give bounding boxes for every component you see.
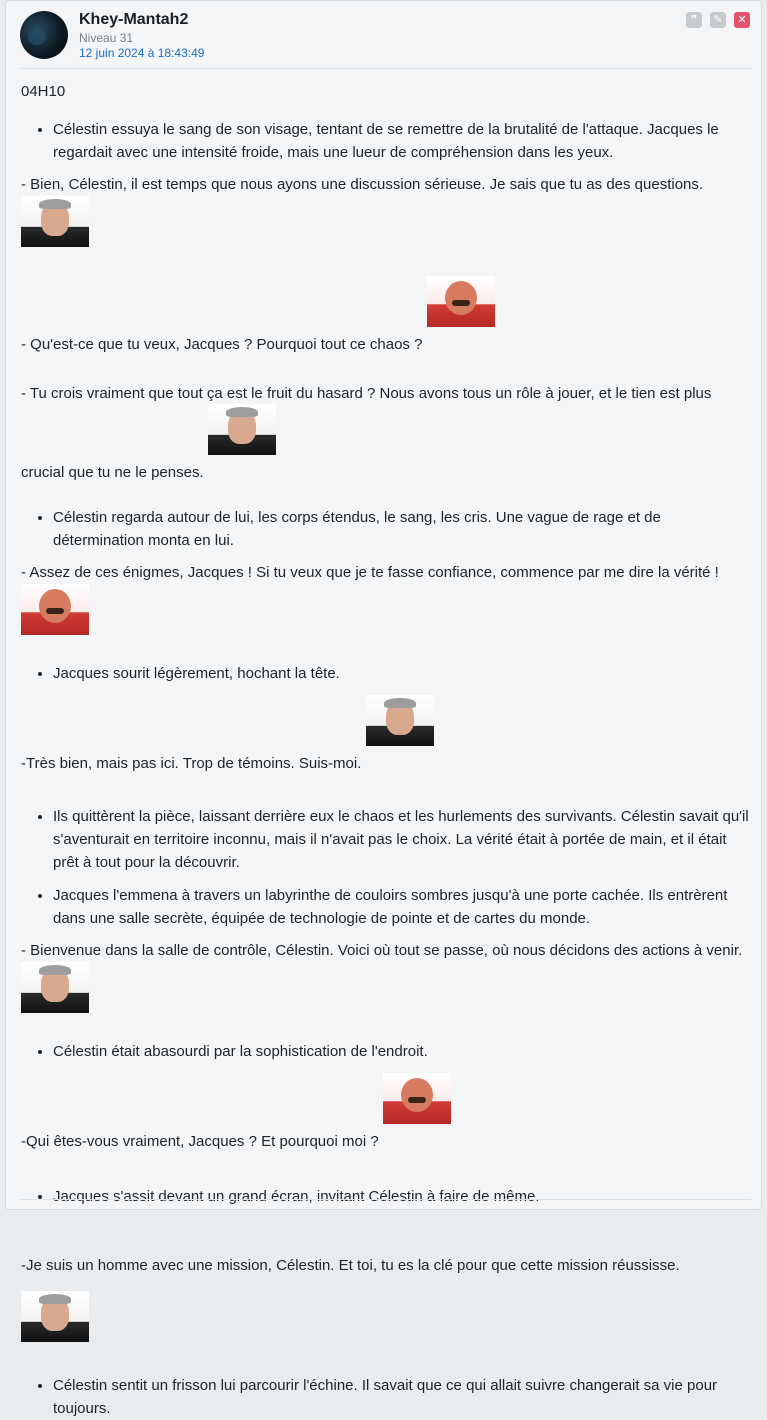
- dialogue-line: -Très bien, mais pas ici. Trop de témoins. Suis-moi.: [21, 695, 751, 789]
- narration-list: [21, 506, 751, 552]
- narration-list: [21, 1374, 751, 1420]
- narration-item: • Célestin essuya le sang de son visage, tentant de se remettre de la brutalité de l'attaque. Jacques le regardait avec une intensité froide, mais une lueur de compréhension dans les yeux.: [53, 118, 751, 164]
- narration-item: • Célestin regarda autour de lui, les corps étendus, le sang, les cris. Une vague de rage et de détermination monta en lui.: [53, 506, 751, 552]
- avatar[interactable]: [20, 11, 68, 59]
- narration-item: • Célestin sentit un frisson lui parcourir l'échine. Il savait que ce qui allait suivre changerait sa vie pour toujours.: [53, 1374, 751, 1420]
- dialogue-line: - Qu'est-ce que tu veux, Jacques ? Pourquoi tout ce chaos ?: [21, 276, 751, 370]
- dialogue-line: -Je suis un homme avec une mission, Célestin. Et toi, tu es la clé pour que cette mission réussisse.: [21, 1218, 751, 1363]
- chirac-sticker: [21, 962, 89, 1013]
- chirac-sticker: [21, 1291, 89, 1342]
- post-content: [21, 80, 751, 1420]
- author-level: Niveau 31: [79, 31, 134, 45]
- header-divider: [20, 68, 751, 69]
- author-name[interactable]: Khey-Mantah2: [79, 11, 189, 28]
- footer-divider: [20, 1199, 751, 1200]
- narration-item: • Ils quittèrent la pièce, laissant derrière eux le chaos et les hurlements des survivants. Célestin savait qu'il s'aventurait en territoire inconnu, mais il n'avait pas le choix. La vérité était à portée de main, et il était prêt à tout pour la découvrir.: [53, 805, 751, 874]
- narration-list: [21, 1040, 751, 1063]
- forum-post: [5, 0, 762, 1417]
- chirac-sticker: [366, 695, 434, 746]
- risitas-sticker: [383, 1073, 451, 1124]
- close-icon[interactable]: ✕: [734, 12, 750, 28]
- narration-item: • Célestin était abasourdi par la sophistication de l'endroit.: [53, 1040, 751, 1063]
- narration-item: • Jacques l'emmena à travers un labyrinthe de couloirs sombres jusqu'à une porte cachée. Ils entrèrent dans une salle secrète, équipée de technologie de pointe et de cartes du monde.: [53, 884, 751, 930]
- risitas-sticker: [427, 276, 495, 327]
- post-actions: [686, 12, 750, 28]
- chirac-sticker: [21, 196, 89, 247]
- risitas-sticker: [21, 584, 89, 635]
- narration-list: [21, 662, 751, 685]
- narration-item: • Jacques sourit légèrement, hochant la tête.: [53, 662, 751, 685]
- narration-item: • Jacques s'assit devant un grand écran, invitant Célestin à faire de même.: [53, 1185, 751, 1208]
- pencil-icon[interactable]: ✎: [710, 12, 726, 28]
- narration-list: [21, 1185, 751, 1208]
- time-line: 04H10: [21, 83, 66, 100]
- post-date-link[interactable]: 12 juin 2024 à 18:43:49: [79, 46, 205, 60]
- dialogue-line: - Bien, Célestin, il est temps que nous ayons une discussion sérieuse. Je sais que tu as des questions.: [21, 176, 704, 193]
- dialogue-line: crucial que tu ne le penses.: [21, 404, 751, 498]
- dialogue-line: -Qui êtes-vous vraiment, Jacques ? Et pourquoi moi ?: [21, 1073, 751, 1167]
- dialogue-line: - Bienvenue dans la salle de contrôle, Célestin. Voici où tout se passe, où nous décidons des actions à venir.: [21, 942, 743, 959]
- chirac-sticker: [208, 404, 276, 455]
- quote-icon[interactable]: ❞: [686, 12, 702, 28]
- narration-list: [21, 805, 751, 930]
- narration-list: [21, 118, 751, 164]
- dialogue-line: - Assez de ces énigmes, Jacques ! Si tu veux que je te fasse confiance, commence par me dire la vérité !: [21, 564, 719, 581]
- dialogue-line: - Tu crois vraiment que tout ça est le fruit du hasard ? Nous avons tous un rôle à jouer, et le tien est plus: [21, 385, 712, 402]
